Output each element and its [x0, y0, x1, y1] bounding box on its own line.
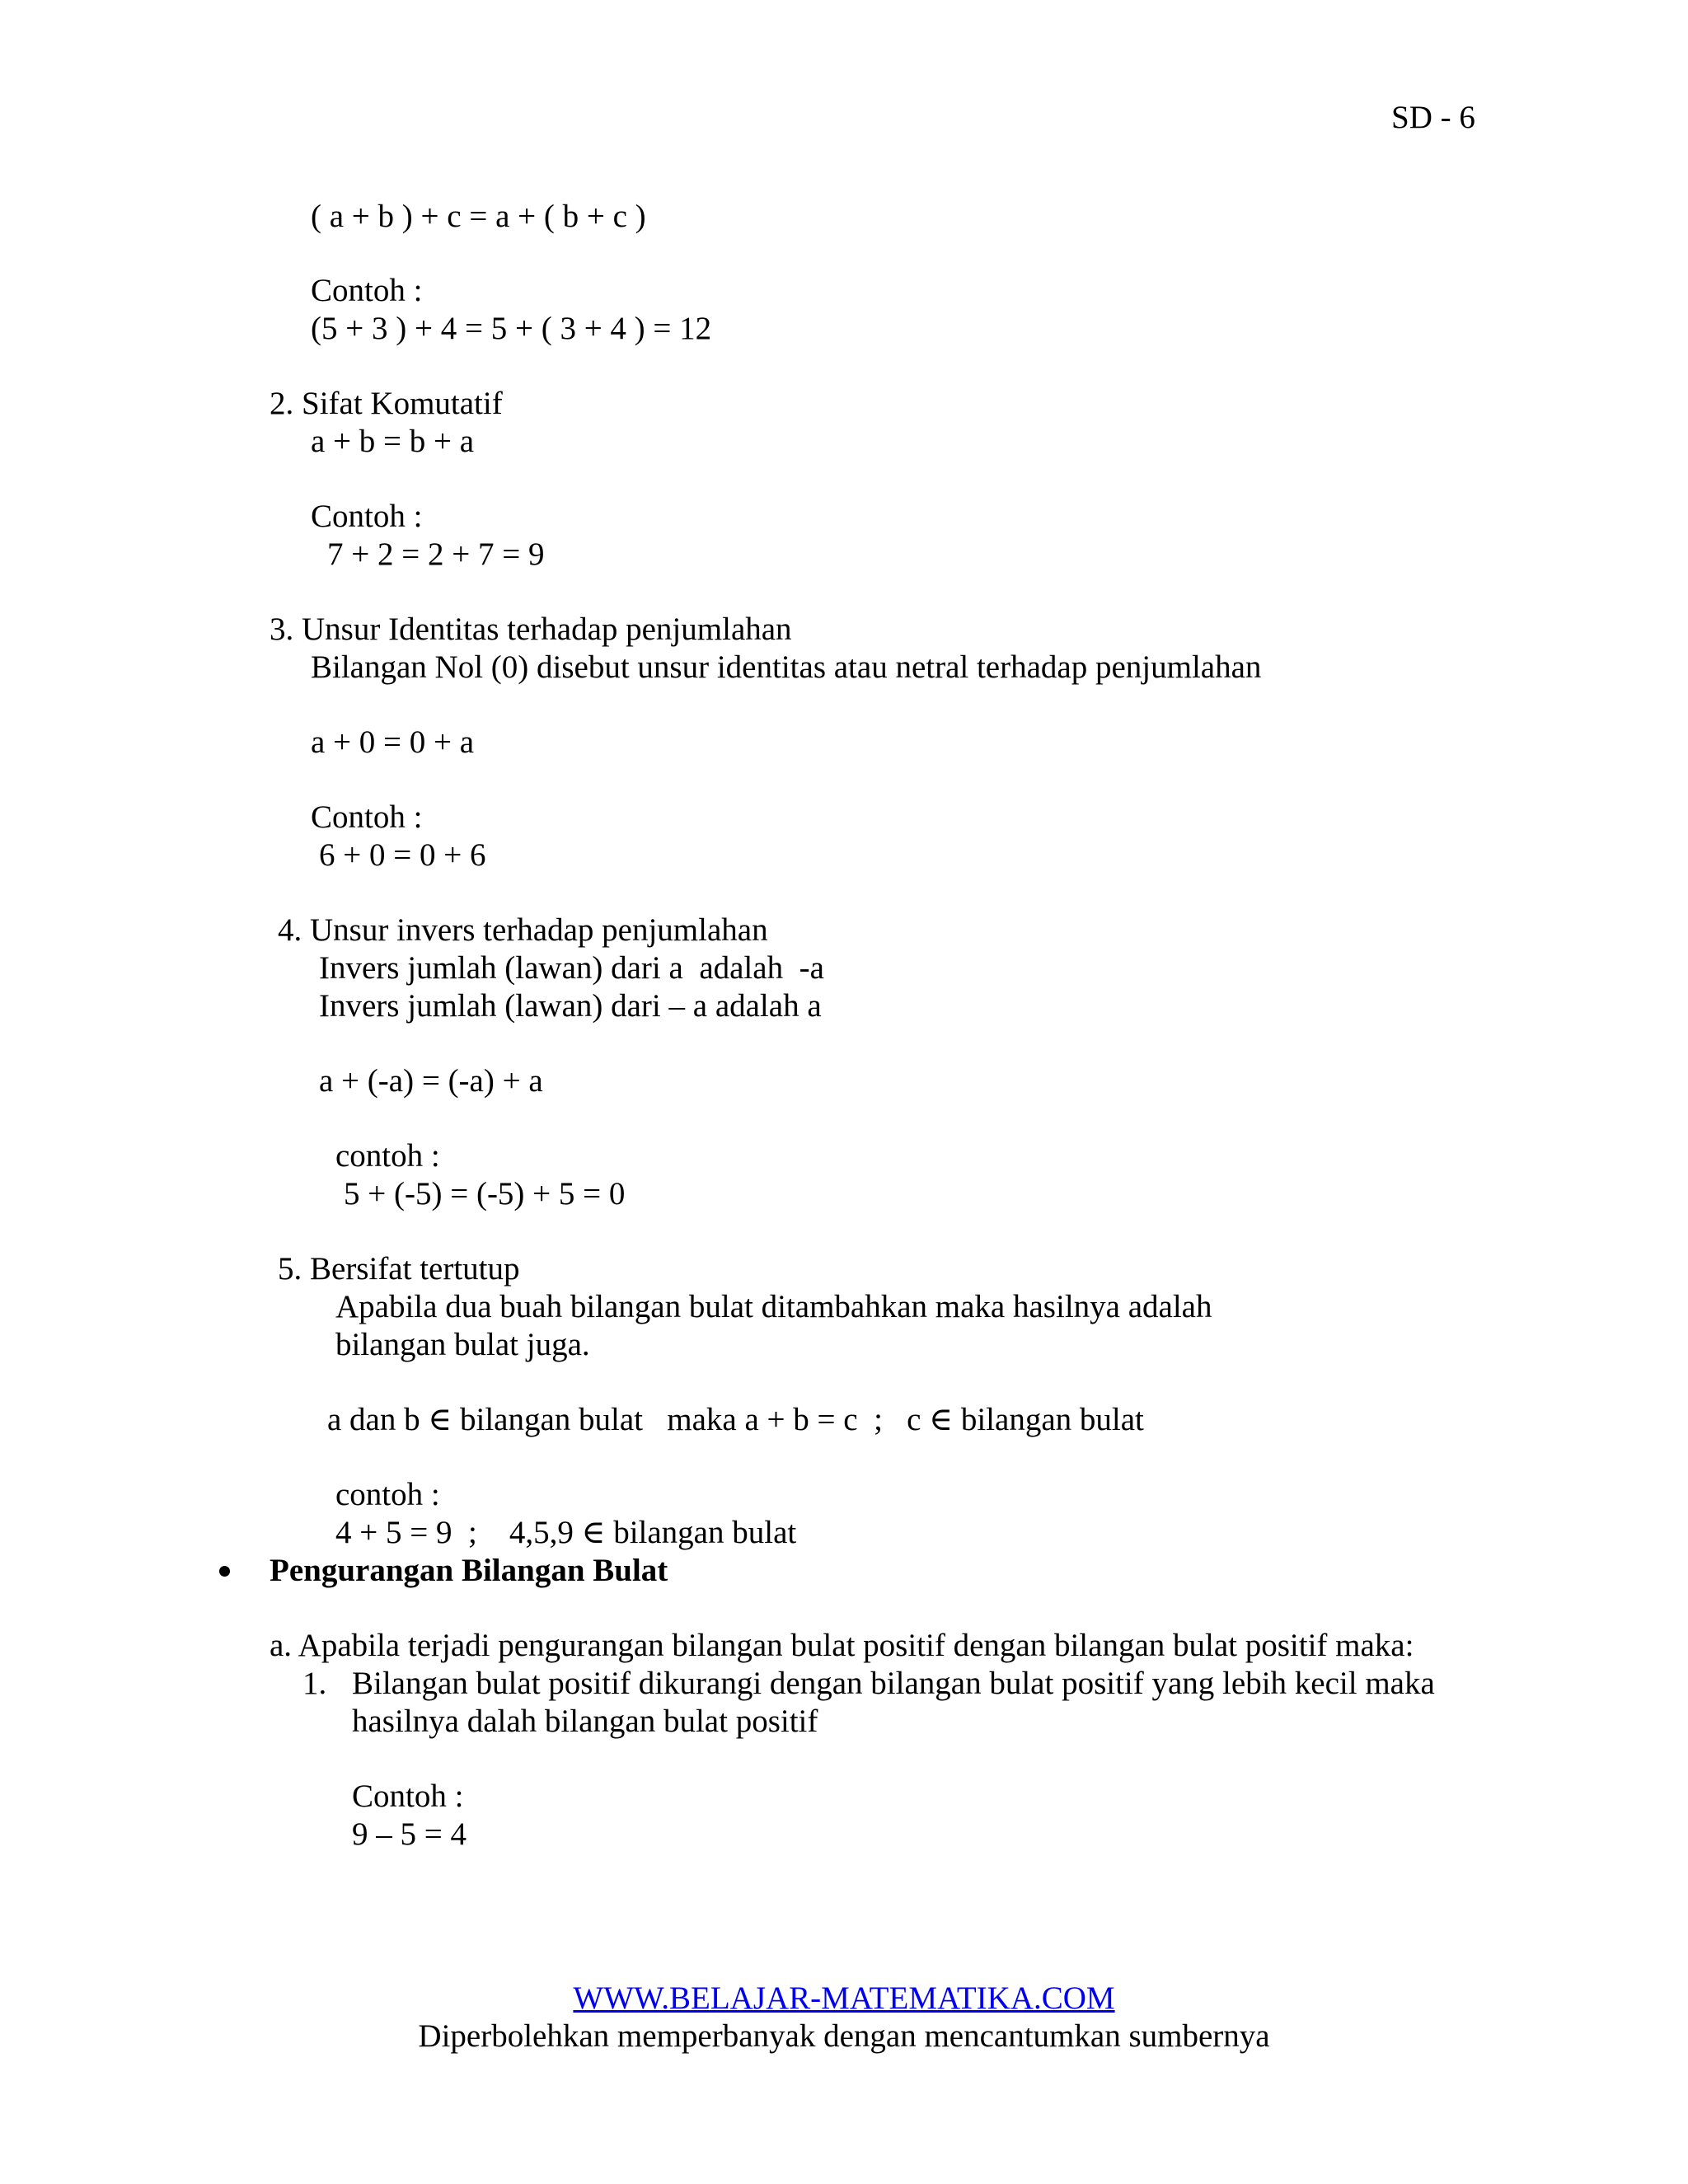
inverse-example: 5 + (-5) = (-5) + 5 = 0: [344, 1176, 626, 1212]
website-link[interactable]: WWW.BELAJAR-MATEMATIKA.COM: [573, 1980, 1115, 2016]
commutative-formula: a + b = b + a: [311, 424, 475, 459]
footer-notice: Diperbolehkan memperbanyak dengan mencantumkan sumbernya: [418, 2018, 1270, 2054]
commutative-example: 7 + 2 = 2 + 7 = 9: [327, 537, 545, 572]
identity-description: Bilangan Nol (0) disebut unsur identitas atau netral terhadap penjumlahan: [311, 649, 1262, 685]
subtraction-case-a: a. Apabila terjadi pengurangan bilangan bulat positif dengan bilangan bulat positif maka:: [270, 1628, 1414, 1663]
inverse-formula: a + (-a) = (-a) + a: [319, 1063, 543, 1099]
subtraction-rule-1: Bilangan bulat positif dikurangi dengan bilangan bulat positif yang lebih kecil maka: [352, 1666, 1435, 1701]
example-label: contoh :: [335, 1477, 440, 1512]
bullet-icon: [219, 1566, 230, 1577]
closure-formula: a dan b ∈ bilangan bulat maka a + b = c ; c ∈ bilangan bulat: [327, 1402, 1144, 1437]
closure-description-1: Apabila dua buah bilangan bulat ditambahkan maka hasilnya adalah: [335, 1289, 1212, 1324]
closure-description-2: bilangan bulat juga.: [335, 1327, 590, 1362]
associative-formula: ( a + b ) + c = a + ( b + c ): [311, 199, 646, 234]
example-label: Contoh :: [311, 273, 423, 308]
footer-website: [0, 1980, 1688, 2018]
section-heading-subtraction: Pengurangan Bilangan Bulat: [270, 1553, 668, 1588]
section-heading-closure: 5. Bersifat tertutup: [278, 1251, 520, 1286]
inverse-description-2: Invers jumlah (lawan) dari – a adalah a: [319, 988, 822, 1024]
section-heading-commutative: 2. Sifat Komutatif: [270, 386, 503, 421]
subtraction-example: 9 – 5 = 4: [352, 1816, 467, 1852]
page-number: SD - 6: [1391, 100, 1475, 135]
inverse-description-1: Invers jumlah (lawan) dari a adalah -a: [319, 950, 824, 986]
list-number: 1.: [302, 1666, 327, 1701]
example-label: Contoh :: [311, 799, 423, 835]
section-heading-identity: 3. Unsur Identitas terhadap penjumlahan: [270, 612, 792, 647]
associative-example: (5 + 3 ) + 4 = 5 + ( 3 + 4 ) = 12: [311, 311, 712, 346]
example-label: Contoh :: [352, 1779, 464, 1814]
example-label: contoh :: [335, 1138, 440, 1174]
identity-formula: a + 0 = 0 + a: [311, 724, 475, 760]
section-heading-inverse: 4. Unsur invers terhadap penjumlahan: [278, 912, 768, 948]
closure-example: 4 + 5 = 9 ; 4,5,9 ∈ bilangan bulat: [335, 1515, 797, 1550]
subtraction-rule-1-cont: hasilnya dalah bilangan bulat positif: [352, 1704, 818, 1739]
identity-example: 6 + 0 = 0 + 6: [319, 837, 486, 873]
example-label: Contoh :: [311, 499, 423, 534]
